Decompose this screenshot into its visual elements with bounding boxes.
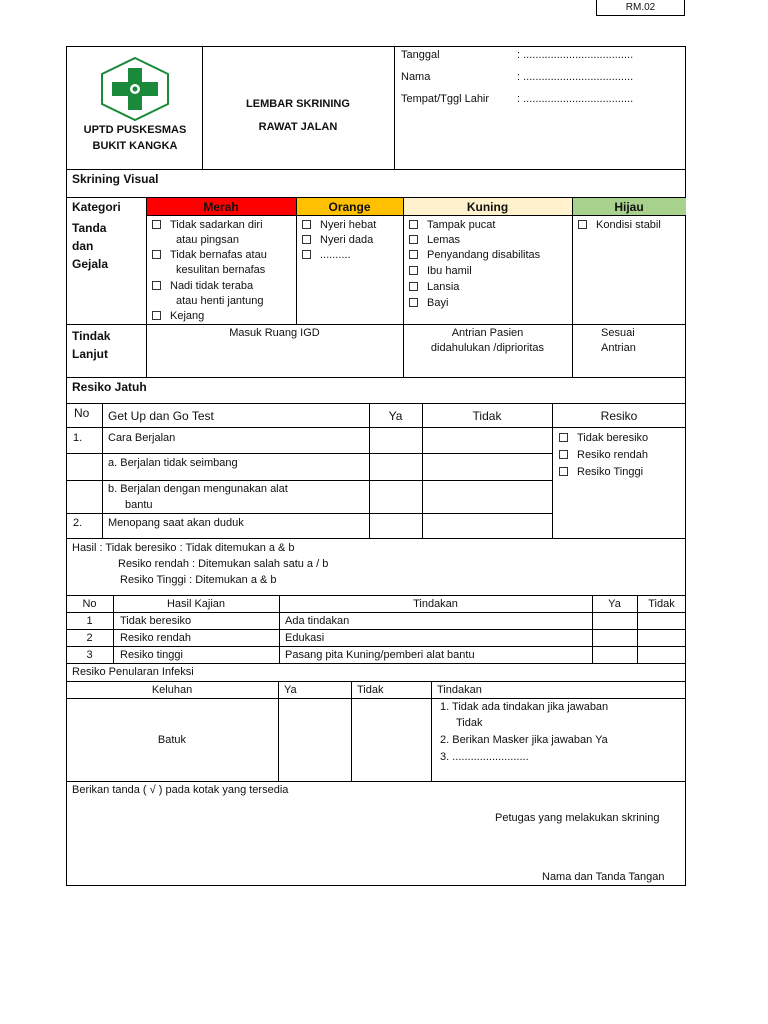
symptom-kuning: Tampak pucat [427,219,496,231]
divider [422,403,423,538]
checkbox[interactable] [152,220,161,229]
category-orange-label: Orange [328,200,371,214]
checkbox[interactable] [152,281,161,290]
symptom-orange: Nyeri dada [320,234,374,246]
org-name-line1: UPTD PUSKESMAS [83,124,187,136]
symptom-merah: kesulitan bernafas [176,264,266,276]
symptom-kuning: Bayi [427,297,449,309]
category-hijau-label: Hijau [614,200,644,214]
kajian-no: 3 [86,649,93,661]
symptom-merah: Tidak sadarkan diri [170,219,263,231]
section-title-infeksi: Resiko Penularan Infeksi [72,666,194,678]
divider [369,403,370,538]
kategori-label: Kategori [72,200,121,214]
col-header-no: No [74,406,90,420]
category-merah-label: Merah [203,200,239,214]
form-code: RM.02 [596,0,685,16]
kajian-no: 2 [86,632,93,644]
col-header-test: Get Up dan Go Test [108,409,214,423]
kajian-header-tindakan: Tindakan [413,598,458,610]
symptom-merah: Tidak bernafas atau [170,249,267,261]
tindak-label-2: Lanjut [72,347,108,361]
checkbox[interactable] [409,250,418,259]
checkbox[interactable] [152,250,161,259]
divider [66,538,686,539]
symptom-merah: atau henti jantung [176,295,264,307]
row-text: Cara Berjalan [108,432,176,444]
kajian-header-no: No [82,598,97,610]
field-label-tanggal: Tanggal [401,49,440,61]
divider [202,46,203,169]
divider [296,197,297,324]
checkbox[interactable] [409,266,418,275]
divider [66,595,686,596]
keluhan-batuk: Batuk [157,734,187,746]
tanda-label-2: dan [72,239,94,253]
col-header-ya: Ya [388,409,403,423]
footer-note: Berikan tanda ( √ ) pada kotak yang tersedia [72,784,289,796]
signature-label: Nama dan Tanda Tangan [542,871,665,883]
infeksi-header-tindakan: Tindakan [437,684,482,696]
col-header-tidak: Tidak [472,409,502,423]
kajian-header-hasil: Hasil Kajian [166,598,226,610]
divider [102,403,103,538]
divider [66,698,686,699]
symptom-merah: Nadi tidak teraba [170,280,254,292]
checkbox[interactable] [409,220,418,229]
divider [394,46,395,169]
tindak-kuning-1: Antrian Pasien [451,327,524,339]
infeksi-header-keluhan: Keluhan [151,684,193,696]
field-value-tanggal[interactable]: : .................................... [517,49,634,61]
divider [66,169,686,170]
category-kuning-label: Kuning [466,200,509,214]
symptom-hijau: Kondisi stabil [596,219,661,231]
kajian-hasil: Resiko tinggi [120,649,183,661]
col-header-resiko: Resiko [600,409,638,423]
checkbox[interactable] [302,235,311,244]
divider [66,663,686,664]
divider [66,453,552,454]
field-value-nama[interactable]: : .................................... [517,71,634,83]
hasil-line: Hasil : Tidak beresiko : Tidak ditemukan a & b [72,542,295,554]
checkbox[interactable] [152,311,161,320]
divider [146,215,686,216]
divider [66,480,552,481]
infeksi-header-ya: Ya [284,684,297,696]
kajian-header-tidak: Tidak [648,598,675,610]
checkbox[interactable] [559,433,568,442]
checkbox[interactable] [409,298,418,307]
field-label-nama: Nama [401,71,431,83]
tanda-label-3: Gejala [72,257,109,271]
tindak-kuning-2: didahulukan /diprioritas [430,342,545,354]
tindak-hijau-2: Antrian [601,342,636,354]
kajian-header-ya: Ya [608,598,621,610]
field-value-ttl[interactable]: : .................................... [517,93,634,105]
divider [66,646,686,647]
divider [146,197,147,377]
tindak-hijau-1: Sesuai [601,327,635,339]
section-title-skrining-visual: Skrining Visual [72,172,159,186]
form-title-line1: LEMBAR SKRINING [246,98,350,110]
divider [572,197,573,377]
tindak-label-1: Tindak [72,329,111,343]
field-label-ttl: Tempat/Tggl Lahir [401,93,490,105]
symptom-kuning: Lemas [427,234,461,246]
checkbox[interactable] [559,450,568,459]
divider [66,324,686,325]
org-name-line2: BUKIT KANGKA [92,140,178,152]
hasil-line: Resiko Tinggi : Ditemukan a & b [120,574,277,586]
checkbox[interactable] [302,250,311,259]
resiko-option: Resiko Tinggi [577,466,644,478]
row-no: 2. [73,517,83,529]
row-text: Menopang saat akan duduk [108,517,244,529]
row-text: bantu [125,499,153,511]
tanda-label-1: Tanda [72,221,107,235]
form-title-line2: RAWAT JALAN [258,121,338,133]
divider [66,629,686,630]
tindak-merah: Masuk Ruang IGD [229,327,320,339]
tindakan-item: 1. Tidak ada tindakan jika jawaban [440,701,609,713]
tindakan-item: 3. ......................... [440,751,529,763]
resiko-option: Resiko rendah [577,449,648,461]
infeksi-header-tidak: Tidak [357,684,384,696]
symptom-orange: Nyeri hebat [320,219,377,231]
kajian-tindakan: Pasang pita Kuning/pemberi alat bantu [285,649,475,661]
resiko-option: Tidak beresiko [577,432,649,444]
divider [66,427,686,428]
checkbox[interactable] [302,220,311,229]
petugas-label: Petugas yang melakukan skrining [495,812,660,824]
divider [66,403,686,404]
checkbox[interactable] [559,467,568,476]
checkbox[interactable] [578,220,587,229]
symptom-kuning: Penyandang disabilitas [427,249,541,261]
divider [278,681,279,781]
puskesmas-logo-icon [100,56,170,122]
symptom-kuning: Ibu hamil [427,265,472,277]
symptom-orange: .......... [320,249,351,261]
divider [66,681,686,682]
kajian-tindakan: Ada tindakan [285,615,350,627]
divider [552,403,553,538]
tindakan-item: 2. Berikan Masker jika jawaban Ya [440,734,608,746]
checkbox[interactable] [409,235,418,244]
kajian-hasil: Resiko rendah [120,632,191,644]
symptom-merah: Kejang [170,310,205,322]
section-title-resiko-jatuh: Resiko Jatuh [72,380,147,394]
divider [66,377,686,378]
tindakan-item: Tidak [456,717,483,729]
symptom-kuning: Lansia [427,281,460,293]
kajian-hasil: Tidak beresiko [120,615,192,627]
divider [66,513,552,514]
hasil-line: Resiko rendah : Ditemukan salah satu a / b [118,558,329,570]
divider [66,781,686,782]
divider [431,681,432,781]
divider [351,681,352,781]
symptom-merah: atau pingsan [176,234,239,246]
row-no: 1. [73,432,83,444]
divider [66,612,686,613]
kajian-no: 1 [86,615,93,627]
checkbox[interactable] [409,282,418,291]
kajian-tindakan: Edukasi [285,632,325,644]
row-text: a. Berjalan tidak seimbang [108,457,238,469]
row-text: b. Berjalan dengan mengunakan alat [108,483,288,495]
